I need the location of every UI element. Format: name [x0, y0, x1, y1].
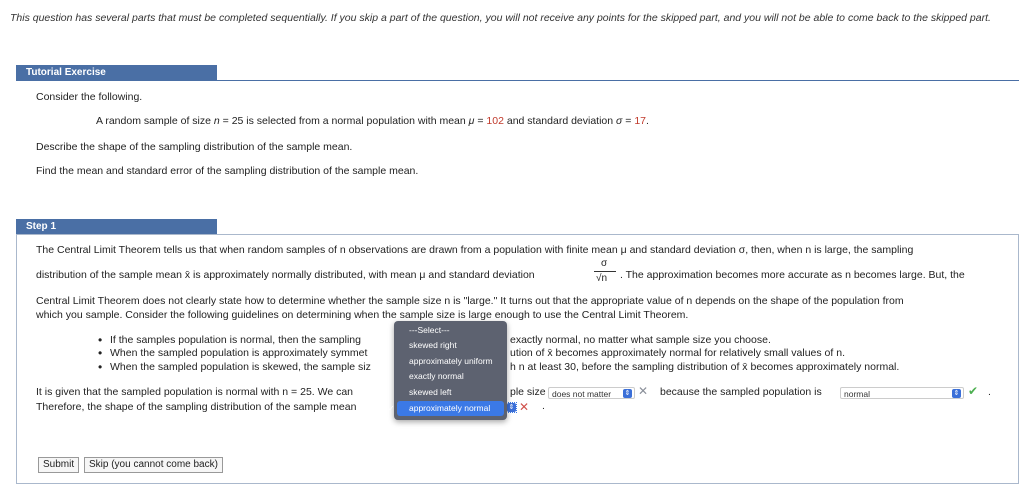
- shape-select[interactable]: [506, 402, 517, 413]
- bullet-2-left: • When the sampled population is approximately symmet: [110, 347, 367, 359]
- intro-text: This question has several parts that must be completed sequentially. If you skip a part of the question, you will not receive any points for the skipped part, and you will not be able to come back to the skipped part.: [10, 12, 991, 24]
- bullet-3-left: • When the sampled population is skewed, the sample siz: [110, 361, 371, 373]
- consider-text: Consider the following.: [36, 91, 143, 103]
- given-text-left: It is given that the sampled population is normal with n = 25. We can: [36, 386, 354, 398]
- chevron-updown-icon: ⇕: [953, 390, 960, 397]
- bullet-3-right: h n at least 30, before the sampling distribution of x̄ becomes approximately normal.: [510, 361, 900, 373]
- given-text-right: ple size: [510, 386, 546, 398]
- step-line-2a: distribution of the sample mean x̄ is approximately normally distributed, with mean μ and standard deviation: [36, 269, 535, 281]
- sample-size-select[interactable]: does not matter ⇕: [548, 387, 635, 399]
- step-line-3: Central Limit Theorem does not clearly state how to determine whether the sample size n is "large." It turns out that the appropriate value of n depends on the shape of the population from: [36, 295, 904, 307]
- problem-statement: A random sample of size n = 25 is selected from a normal population with mean μ = 102 and standard deviation σ = 17.: [96, 115, 649, 127]
- wrong-x-icon: ✕: [519, 400, 530, 414]
- step-line-2b: . The approximation becomes more accurate as n becomes large. But, the: [620, 269, 965, 281]
- period-text: .: [988, 386, 991, 398]
- dropdown-option[interactable]: skewed left: [409, 387, 452, 397]
- describe-text: Describe the shape of the sampling distribution of the sample mean.: [36, 141, 353, 153]
- check-icon: ✓: [388, 404, 395, 413]
- chevron-updown-icon: ⇕: [624, 390, 631, 397]
- population-select[interactable]: normal ⇕: [840, 387, 964, 399]
- bullet-1-right: exactly normal, no matter what sample size you choose.: [510, 334, 771, 346]
- skip-button[interactable]: Skip (you cannot come back): [84, 457, 223, 473]
- therefore-text: Therefore, the shape of the sampling distribution of the sample mean: [36, 401, 357, 413]
- tutorial-tab: Tutorial Exercise: [16, 65, 217, 80]
- step-line-4: which you sample. Consider the following guidelines on determining when the sample size is large enough to use the Central Limit Theorem.: [36, 309, 689, 321]
- mean-value: 102: [486, 115, 504, 127]
- dropdown-option-selected[interactable]: ✓ approximately normal: [397, 401, 504, 416]
- because-text: because the sampled population is: [660, 386, 822, 398]
- frac-numerator: σ: [601, 258, 608, 269]
- dropdown-option[interactable]: ---Select---: [409, 325, 450, 335]
- chevron-updown-icon: ⇕: [508, 404, 515, 411]
- tutorial-rule: [16, 80, 1019, 81]
- bullet-2-right: ution of x̄ becomes approximately normal for relatively small values of n.: [510, 347, 845, 359]
- submit-button[interactable]: Submit: [38, 457, 79, 473]
- dropdown-option[interactable]: skewed right: [409, 340, 457, 350]
- shape-dropdown-menu[interactable]: [388, 321, 507, 420]
- correct-check-icon: ✔: [968, 384, 979, 398]
- sd-value: 17: [634, 115, 647, 127]
- find-text: Find the mean and standard error of the sampling distribution of the sample mean.: [36, 165, 419, 177]
- bullet-1-left: • If the samples population is normal, then the sampling: [110, 334, 361, 346]
- dropdown-option[interactable]: exactly normal: [409, 371, 464, 381]
- step-line-1: The Central Limit Theorem tells us that when random samples of n observations are drawn from a population with finite mean μ and standard deviation σ, then, when n is large, the sampling: [36, 244, 914, 256]
- end-period: .: [542, 400, 545, 412]
- step-tab: Step 1: [16, 219, 217, 234]
- frac-denominator: √n: [596, 273, 608, 284]
- incorrect-icon: ✕: [638, 384, 649, 398]
- dropdown-option[interactable]: approximately uniform: [409, 356, 493, 366]
- frac-bar: [594, 271, 616, 272]
